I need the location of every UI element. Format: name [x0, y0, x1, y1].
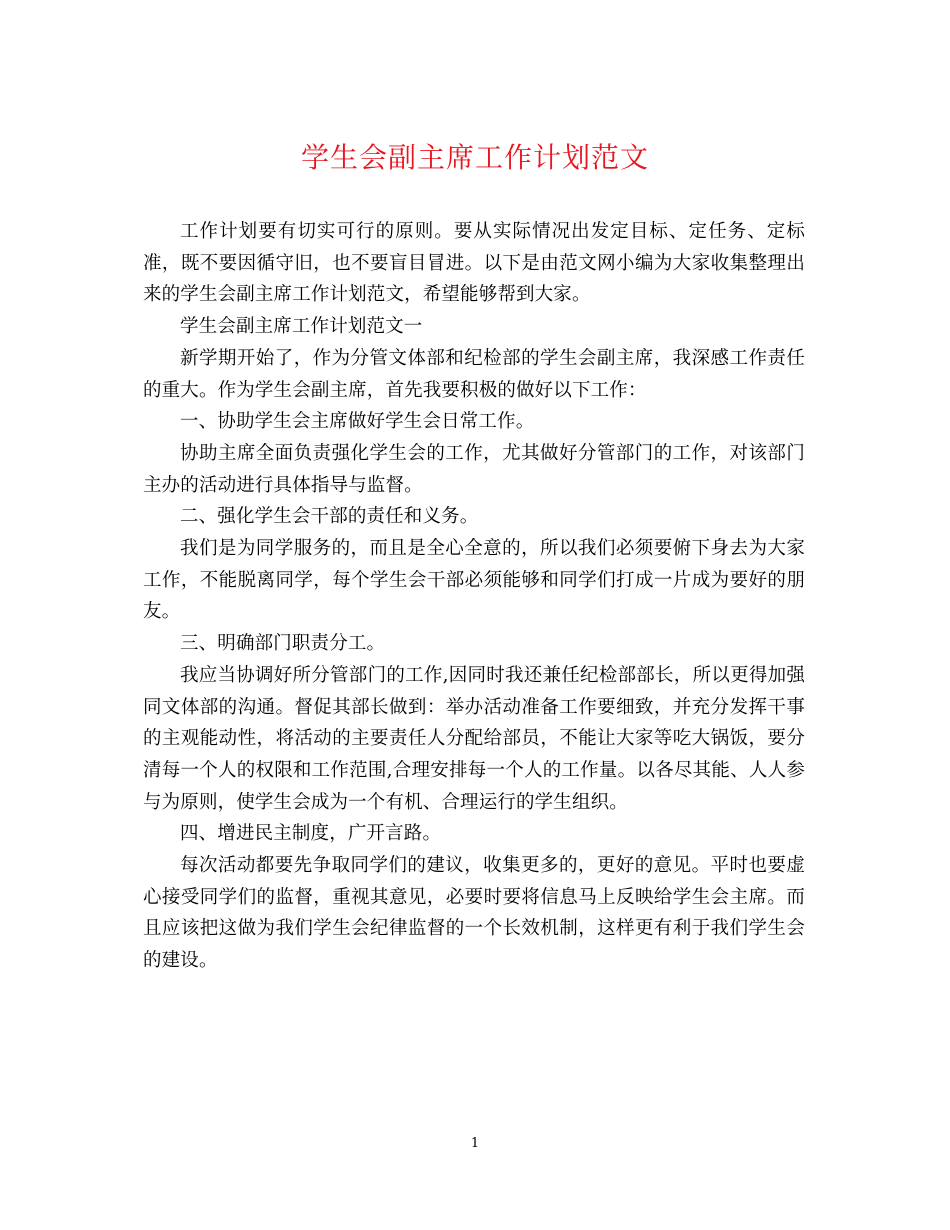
document-title: 学生会副主席工作计划范文: [300, 141, 649, 174]
section-heading-4: 四、增进民主制度，广开言路。: [180, 823, 442, 845]
paragraph-section-1: 协助主席全面负责强化学生会的工作，尤其做好分管部门的工作，对该部门主办的活动进行具体指导与监督。: [143, 442, 805, 496]
paragraph-section-3: 我应当协调好所分管部门的工作,因同时我还兼任纪检部部长，所以更得加强同文体部的沟通。督促其部长做到：举办活动准备工作要细致，并充分发挥干事的主观能动性，将活动的主要责任人分配给部员，不能让大家等吃大锅饭，要分清每一个人的权限和工作范围,合理安排每一个人的工作量。以各尽其能、人人参与为原则，使学生会成为一个有机、合理运行的学生组织。: [143, 664, 805, 813]
paragraph-subtitle: 学生会副主席工作计划范文一: [180, 316, 423, 338]
paragraph-section-2: 我们是为同学服务的，而且是全心全意的，所以我们必须要俯下身去为大家工作，不能脱离同学，每个学生会干部必须能够和同学们打成一片成为要好的朋友。: [143, 538, 805, 623]
section-heading-3: 三、明确部门职责分工。: [180, 633, 386, 655]
paragraph-section-4: 每次活动都要先争取同学们的建议，收集更多的，更好的意见。平时也要虚心接受同学们的监督，重视其意见，必要时要将信息马上反映给学生会主席。而且应该把这做为我们学生会纪律监督的一个长效机制，这样更有利于我们学生会的建设。: [143, 855, 805, 972]
page-number: 1: [470, 1136, 480, 1151]
document-body: [143, 216, 805, 977]
section-heading-2: 二、强化学生会干部的责任和义务。: [180, 506, 479, 528]
paragraph-opening: 新学期开始了，作为分管文体部和纪检部的学生会副主席，我深感工作责任的重大。作为学生会副主席，首先我要积极的做好以下工作：: [143, 347, 805, 401]
section-heading-1: 一、协助学生会主席做好学生会日常工作。: [180, 411, 535, 433]
paragraph-intro: 工作计划要有切实可行的原则。要从实际情况出发定目标、定任务、定标准，既不要因循守旧，也不要盲目冒进。以下是由范文网小编为大家收集整理出来的学生会副主席工作计划范文，希望能够帮到大家。: [143, 221, 805, 306]
